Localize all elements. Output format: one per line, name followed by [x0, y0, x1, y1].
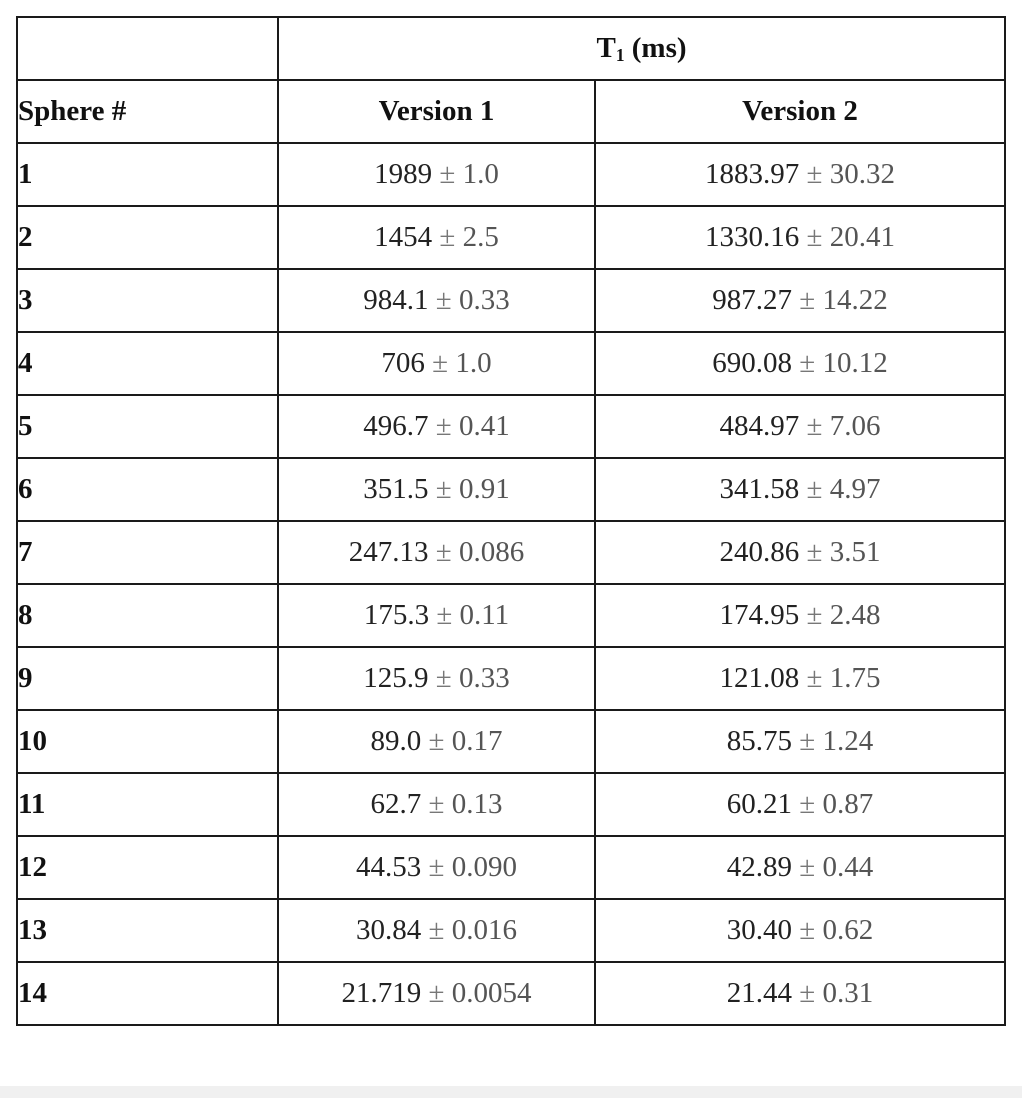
group-header-row — [17, 17, 1005, 80]
table-row — [17, 710, 1005, 773]
mean-value: 1989 — [374, 158, 433, 190]
sphere-number: 10 — [17, 710, 278, 773]
sphere-number: 12 — [17, 836, 278, 899]
version1-value — [278, 143, 595, 206]
plus-minus-sign: ± — [806, 599, 823, 631]
table-row — [17, 773, 1005, 836]
uncertainty-value: 0.33 — [458, 284, 510, 316]
uncertainty-value: 0.11 — [459, 599, 510, 631]
table-row — [17, 899, 1005, 962]
version2-value — [595, 143, 1005, 206]
sphere-number: 7 — [17, 521, 278, 584]
uncertainty-value: 1.24 — [822, 725, 874, 757]
version1-value — [278, 395, 595, 458]
uncertainty-value: 0.17 — [451, 725, 503, 757]
table-row — [17, 584, 1005, 647]
column-header-row — [17, 80, 1005, 143]
uncertainty-value: 0.44 — [822, 851, 874, 883]
version2-value — [595, 899, 1005, 962]
version1-column-header: Version 1 — [278, 80, 595, 143]
uncertainty-value: 2.5 — [462, 221, 499, 253]
uncertainty-value: 1.75 — [829, 662, 881, 694]
mean-value: 496.7 — [363, 410, 429, 442]
table-row — [17, 206, 1005, 269]
table-row — [17, 962, 1005, 1025]
sphere-number: 1 — [17, 143, 278, 206]
plus-minus-sign: ± — [432, 347, 449, 379]
mean-value: 706 — [381, 347, 425, 379]
mean-value: 42.89 — [726, 851, 793, 883]
mean-value: 240.86 — [719, 536, 800, 568]
version1-value — [278, 710, 595, 773]
t1-values-table — [16, 16, 1006, 1026]
sphere-number: 9 — [17, 647, 278, 710]
mean-value: 174.95 — [719, 599, 800, 631]
mean-value: 30.40 — [726, 914, 793, 946]
plus-minus-sign: ± — [428, 788, 445, 820]
version2-value — [595, 521, 1005, 584]
uncertainty-value: 0.086 — [458, 536, 525, 568]
uncertainty-value: 7.06 — [829, 410, 881, 442]
mean-value: 121.08 — [719, 662, 800, 694]
uncertainty-value: 0.87 — [822, 788, 874, 820]
plus-minus-sign: ± — [428, 851, 445, 883]
mean-value: 30.84 — [356, 914, 422, 946]
plus-minus-sign: ± — [435, 473, 452, 505]
version1-value — [278, 899, 595, 962]
version1-value — [278, 836, 595, 899]
version1-value — [278, 458, 595, 521]
uncertainty-value: 14.22 — [822, 284, 888, 316]
version2-value — [595, 269, 1005, 332]
uncertainty-value: 1.0 — [462, 158, 499, 190]
mean-value: 21.44 — [726, 977, 793, 1009]
mean-value: 984.1 — [363, 284, 429, 316]
plus-minus-sign: ± — [799, 788, 816, 820]
table-row — [17, 395, 1005, 458]
plus-minus-sign: ± — [806, 410, 823, 442]
version2-value — [595, 206, 1005, 269]
plus-minus-sign: ± — [435, 662, 452, 694]
version2-column-header: Version 2 — [595, 80, 1005, 143]
uncertainty-value: 30.32 — [829, 158, 895, 190]
table-row — [17, 836, 1005, 899]
version2-value — [595, 395, 1005, 458]
plus-minus-sign: ± — [806, 221, 823, 253]
sphere-number: 2 — [17, 206, 278, 269]
mean-value: 987.27 — [712, 284, 793, 316]
version1-value — [278, 269, 595, 332]
mean-value: 341.58 — [719, 473, 800, 505]
mean-value: 690.08 — [712, 347, 793, 379]
uncertainty-value: 20.41 — [829, 221, 895, 253]
version1-value — [278, 773, 595, 836]
uncertainty-value: 2.48 — [829, 599, 881, 631]
mean-value: 89.0 — [370, 725, 422, 757]
uncertainty-value: 3.51 — [829, 536, 881, 568]
plus-minus-sign: ± — [799, 347, 816, 379]
mean-value: 247.13 — [348, 536, 429, 568]
uncertainty-value: 0.91 — [458, 473, 510, 505]
plus-minus-sign: ± — [428, 914, 445, 946]
empty-corner-cell — [17, 17, 278, 80]
mean-value: 85.75 — [726, 725, 793, 757]
uncertainty-value: 0.090 — [451, 851, 517, 883]
version2-value — [595, 962, 1005, 1025]
sphere-number: 14 — [17, 962, 278, 1025]
version2-value — [595, 836, 1005, 899]
plus-minus-sign: ± — [806, 473, 823, 505]
plus-minus-sign: ± — [428, 725, 445, 757]
t1-group-header — [278, 17, 1005, 80]
plus-minus-sign: ± — [436, 599, 453, 631]
mean-value: 351.5 — [363, 473, 429, 505]
bottom-strip — [0, 1086, 1022, 1098]
plus-minus-sign: ± — [799, 977, 816, 1009]
mean-value: 44.53 — [356, 851, 422, 883]
plus-minus-sign: ± — [428, 977, 445, 1009]
table-row — [17, 521, 1005, 584]
plus-minus-sign: ± — [799, 284, 816, 316]
mean-value: 60.21 — [726, 788, 793, 820]
mean-value: 484.97 — [719, 410, 800, 442]
version2-value — [595, 584, 1005, 647]
sphere-number: 3 — [17, 269, 278, 332]
plus-minus-sign: ± — [799, 914, 816, 946]
table-body — [17, 143, 1005, 1025]
plus-minus-sign: ± — [806, 536, 823, 568]
plus-minus-sign: ± — [806, 662, 823, 694]
plus-minus-sign: ± — [435, 284, 452, 316]
sphere-number: 8 — [17, 584, 278, 647]
t1-symbol: T — [596, 31, 616, 64]
mean-value: 62.7 — [370, 788, 422, 820]
version1-value — [278, 521, 595, 584]
uncertainty-value: 0.31 — [822, 977, 874, 1009]
table-row — [17, 143, 1005, 206]
plus-minus-sign: ± — [439, 158, 456, 190]
t1-unit: (ms) — [631, 31, 687, 64]
version2-value — [595, 332, 1005, 395]
version1-value — [278, 584, 595, 647]
uncertainty-value: 0.13 — [451, 788, 503, 820]
sphere-number: 5 — [17, 395, 278, 458]
plus-minus-sign: ± — [435, 410, 452, 442]
uncertainty-value: 0.33 — [458, 662, 510, 694]
table-row — [17, 458, 1005, 521]
version2-value — [595, 458, 1005, 521]
sphere-number: 11 — [17, 773, 278, 836]
mean-value: 1330.16 — [705, 221, 800, 253]
uncertainty-value: 0.016 — [451, 914, 517, 946]
uncertainty-value: 0.41 — [458, 410, 510, 442]
table-row — [17, 647, 1005, 710]
table-row — [17, 332, 1005, 395]
plus-minus-sign: ± — [799, 851, 816, 883]
t1-subscript: 1 — [615, 44, 625, 65]
uncertainty-value: 4.97 — [829, 473, 881, 505]
sphere-column-header: Sphere # — [17, 80, 278, 143]
mean-value: 1883.97 — [705, 158, 800, 190]
version1-value — [278, 962, 595, 1025]
version2-value — [595, 647, 1005, 710]
version1-value — [278, 206, 595, 269]
plus-minus-sign: ± — [806, 158, 823, 190]
uncertainty-value: 0.0054 — [451, 977, 532, 1009]
plus-minus-sign: ± — [439, 221, 456, 253]
mean-value: 175.3 — [363, 599, 430, 631]
version2-value — [595, 773, 1005, 836]
table-row — [17, 269, 1005, 332]
sphere-number: 6 — [17, 458, 278, 521]
uncertainty-value: 0.62 — [822, 914, 874, 946]
sphere-number: 4 — [17, 332, 278, 395]
mean-value: 125.9 — [363, 662, 429, 694]
version1-value — [278, 647, 595, 710]
version2-value — [595, 710, 1005, 773]
uncertainty-value: 1.0 — [455, 347, 492, 379]
mean-value: 1454 — [374, 221, 433, 253]
version1-value — [278, 332, 595, 395]
plus-minus-sign: ± — [435, 536, 452, 568]
sphere-number: 13 — [17, 899, 278, 962]
plus-minus-sign: ± — [799, 725, 816, 757]
uncertainty-value: 10.12 — [822, 347, 888, 379]
mean-value: 21.719 — [341, 977, 422, 1009]
